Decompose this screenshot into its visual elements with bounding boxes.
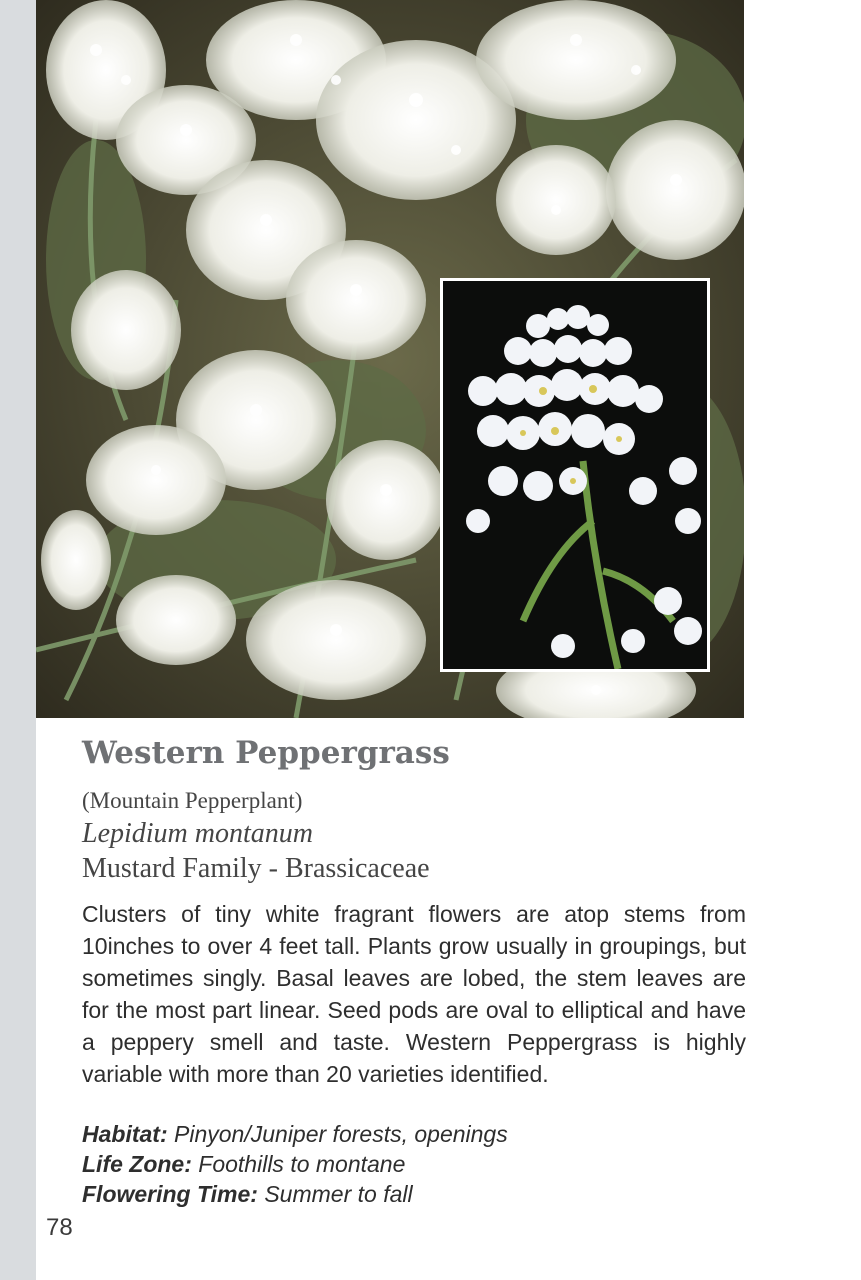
description-paragraph: Clusters of tiny white fragrant flowers are atop stems from 10inches to over 4 feet tall. Plants grow usually in groupings, but sometimes singly. Basal leaves are lobed, the stem leaves are for the most part linear. Seed pods are oval to elliptical and have a peppery smell and taste. Western Peppergrass is highly variable with more than 20 varieties identified. xyxy=(82,901,746,1087)
fact-label: Habitat: xyxy=(82,1121,168,1147)
alternate-common-name: (Mountain Pepperplant) xyxy=(82,788,303,813)
fact-value: Summer to fall xyxy=(264,1181,413,1207)
fact-label: Flowering Time: xyxy=(82,1181,258,1207)
page-title: Western Peppergrass xyxy=(82,735,450,771)
fact-value: Foothills to montane xyxy=(198,1151,406,1177)
fact-life-zone xyxy=(82,1149,746,1179)
page-number: 78 xyxy=(46,1214,73,1241)
inset-flower-closeup-photo xyxy=(440,278,710,672)
fact-label: Life Zone: xyxy=(82,1151,192,1177)
fact-flowering-time xyxy=(82,1179,746,1209)
facts-list xyxy=(82,1119,746,1209)
fact-habitat xyxy=(82,1119,746,1149)
page-margin-strip xyxy=(0,0,36,1280)
fact-value: Pinyon/Juniper forests, openings xyxy=(174,1121,508,1147)
plant-family: Mustard Family - Brassicaceae xyxy=(82,853,430,884)
scientific-name: Lepidium montanum xyxy=(82,818,313,849)
